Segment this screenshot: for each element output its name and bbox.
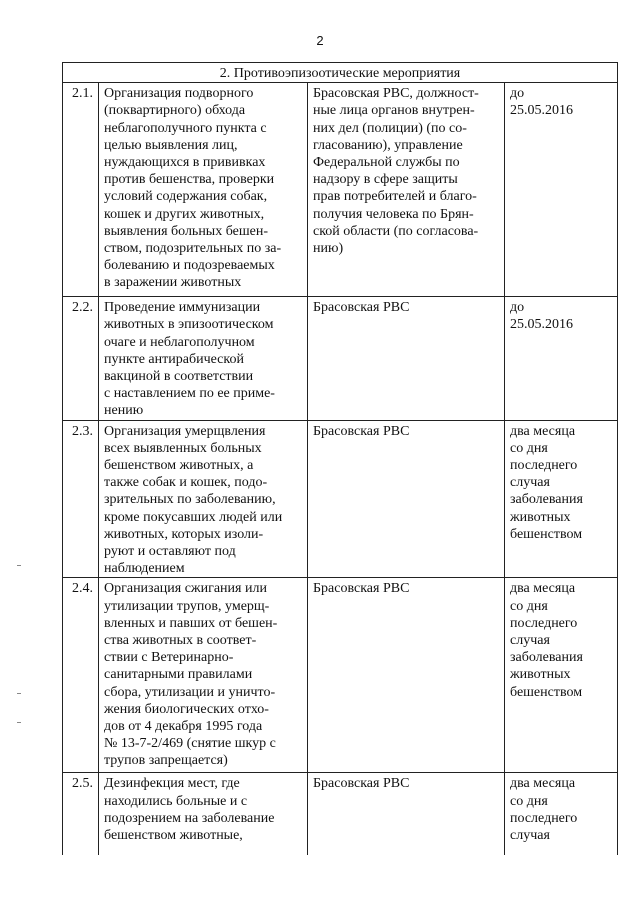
term-cell: до 25.05.2016 [505,297,618,420]
executor-cell: Брасовская РВС [308,773,505,856]
row-number: 2.2. [63,297,99,420]
page-number: 2 [316,33,324,48]
table-row [63,83,618,297]
measure-cell: Проведение иммунизации животных в эпизоотическом очаге и неблагополучном пункте антирабической вакциной в соответствии с наставлением по ее приме- нению [99,297,308,420]
scan-mark [17,565,21,566]
row-number: 2.5. [63,773,99,856]
executor-cell: Брасовская РВС [308,578,505,773]
row-number: 2.3. [63,420,99,578]
scan-mark [17,693,21,694]
row-number: 2.1. [63,83,99,297]
scan-mark [17,722,21,723]
section-title: 2. Противоэпизоотические мероприятия [63,63,618,83]
term-cell: два месяца со дня последнего случая [505,773,618,856]
row-number: 2.4. [63,578,99,773]
measure-cell: Организация подворного (поквартирного) обхода неблагополучного пункта с целью выявления лиц, нуждающихся в прививках против бешенства, проверки условий содержания собак, кошек и других животных, выявления больных бешен- ством, подозрительных по за- болеванию и подозреваемых в заражении животных [99,83,308,297]
executor-cell: Брасовская РВС [308,420,505,578]
measures-table [62,62,618,855]
term-cell: до 25.05.2016 [505,83,618,297]
executor-cell: Брасовская РВС [308,297,505,420]
measure-cell: Организация умерщвления всех выявленных больных бешенством животных, а также собак и кошек, подо- зрительных по заболеванию, кроме покусавших людей или животных, которых изоли- руют и оставляют под наблюдением [99,420,308,578]
table-row [63,773,618,856]
table-row [63,578,618,773]
measure-cell: Организация сжигания или утилизации трупов, умерщ- вленных и павших от бешен- ства животных в соответ- ствии с Ветеринарно- санитарными правилами сбора, утилизации и уничто- жения биологических отхо- дов от 4 декабря 1995 года № 13-7-2/469 (снятие шкур с трупов запрещается) [99,578,308,773]
term-cell: два месяца со дня последнего случая заболевания животных бешенством [505,578,618,773]
term-cell: два месяца со дня последнего случая заболевания животных бешенством [505,420,618,578]
table-row [63,420,618,578]
measure-cell: Дезинфекция мест, где находились больные и с подозрением на заболевание бешенством животные, [99,773,308,856]
section-header-row [63,63,618,83]
table-row [63,297,618,420]
executor-cell: Брасовская РВС, должност- ные лица органов внутрен- них дел (полиции) (по со- гласованию), управление Федеральной службы по надзору в сфере защиты прав потребителей и благо- получия человека по Брян- ской области (по согласова- нию) [308,83,505,297]
